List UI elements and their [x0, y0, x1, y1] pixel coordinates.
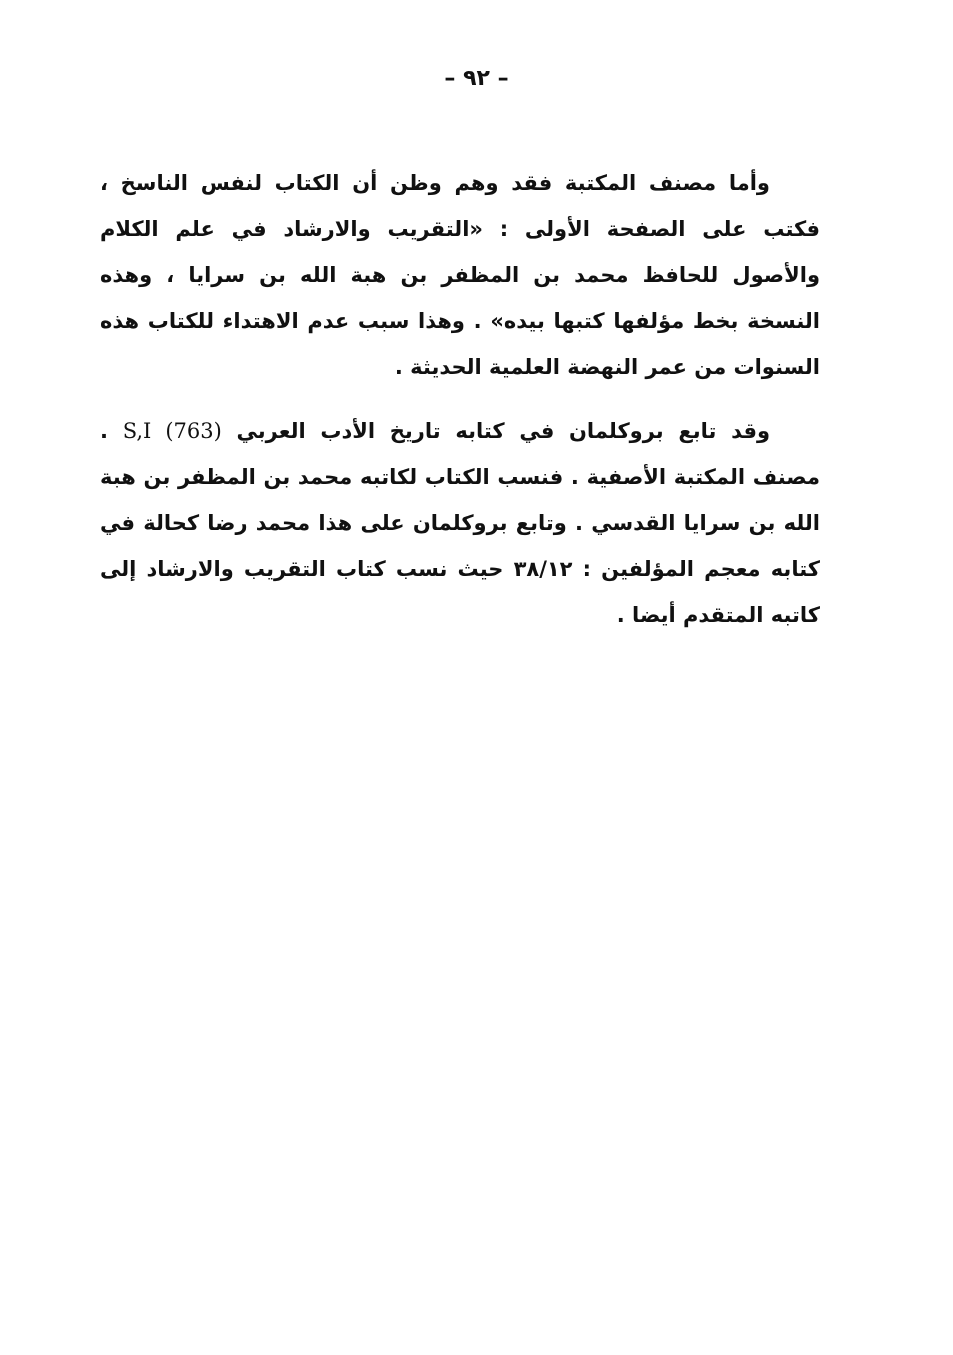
brockelmann-citation: S,I (763) — [122, 419, 222, 443]
paragraph-1: وأما مصنف المكتبة فقد وهم وظن أن الكتاب لنفس الناسخ ، فكتب على الصفحة الأولى : «التقريب والارشاد في علم الكلام والأصول للحافظ محمد بن المظفر بن هبة الله بن سرايا ، وهذه النسخة بخط مؤلفها كتبها بيده» . وهذا سبب عدم الاهتداء للكتاب هذه السنوات من عمر النهضة العلمية الحديثة . — [100, 171, 820, 379]
page-number: – ٩٢ – — [444, 66, 509, 91]
paragraph-2 — [100, 408, 820, 638]
paragraph-2-rest: . مصنف المكتبة الأصفية . فنسب الكتاب لكاتبه محمد بن المظفر بن هبة الله بن سرايا القدسي . وتابع بروكلمان على هذا محمد رضا كحالة في كتابه معجم المؤلفين : ٣٨/١٢ حيث نسب كتاب التقريب والارشاد إلى كاتبه المتقدم أيضا . — [100, 419, 820, 627]
paragraph-2-start: وقد تابع بروكلمان في كتابه تاريخ الأدب العربي — [236, 419, 771, 443]
body-text — [100, 160, 820, 656]
